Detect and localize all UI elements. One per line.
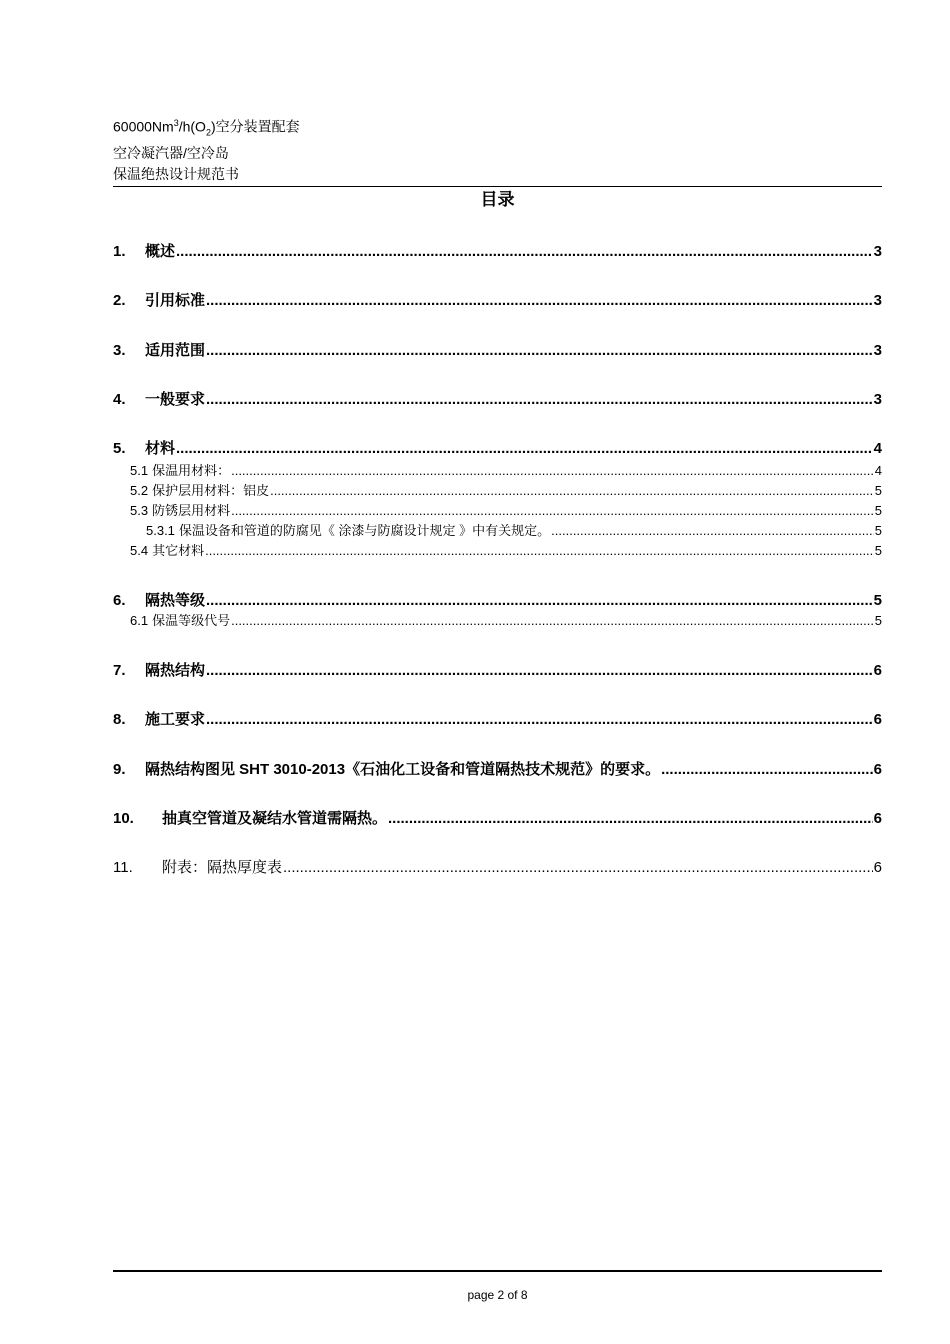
header-line-1: $60000Nm^3/h(O_2)$空分装置配套 — [113, 118, 300, 138]
document-header — [113, 113, 300, 185]
header-line-3: 保温绝热设计规范书 — [113, 166, 239, 183]
toc-entry-5-3-1[interactable]: 5.3.1 保温设备和管道的防腐见《 涂漆与防腐设计规定 》中有关规定。 ..... 5 — [146, 520, 882, 539]
header-rule — [113, 186, 882, 187]
toc-entry-5-1[interactable]: 5.1 保温用材料： ..... 4 — [130, 460, 882, 479]
page-number: page 2 of 8 — [467, 1288, 528, 1302]
toc-entry-2[interactable]: 2. 引用标准 ..... 3 — [113, 289, 882, 310]
toc-entry-5-3[interactable]: 5.3 防锈层用材料 ..... 5 — [130, 500, 882, 519]
toc-entry-11[interactable]: 11. 附表：隔热厚度表 ..... 6 — [113, 856, 882, 877]
toc-entry-5[interactable]: 5. 材料 ..... 4 — [113, 437, 882, 458]
toc-title: 目录 — [480, 190, 515, 209]
toc-entry-8[interactable]: 8. 施工要求 ..... 6 — [113, 708, 882, 729]
toc-entry-9[interactable]: 9. 隔热结构图见 SHT 3010-2013《石油化工设备和管道隔热技术规范》的要求。 ..... 6 — [113, 758, 882, 779]
toc-entry-5-4[interactable]: 5.4 其它材料 ..... 5 — [130, 540, 882, 559]
toc-entry-6-1[interactable]: 6.1 保温等级代号 ..... 5 — [130, 610, 882, 629]
toc-entry-5-2[interactable]: 5.2 保护层用材料：铝皮 ..... 5 — [130, 480, 882, 499]
toc-entry-7[interactable]: 7. 隔热结构 ..... 6 — [113, 659, 882, 680]
header-line-2: 空冷凝汽器/空冷岛 — [113, 145, 229, 162]
toc-entry-10[interactable]: 10. 抽真空管道及凝结水管道需隔热。 ..... 6 — [113, 807, 882, 828]
toc-entry-1[interactable]: 1. 概述 ..... 3 — [113, 240, 882, 261]
toc-entry-3[interactable]: 3. 适用范围 ..... 3 — [113, 339, 882, 360]
footer-rule — [113, 1270, 882, 1272]
toc-entry-4[interactable]: 4. 一般要求 ..... 3 — [113, 388, 882, 409]
toc-entry-6[interactable]: 6. 隔热等级 ..... 5 — [113, 589, 882, 610]
